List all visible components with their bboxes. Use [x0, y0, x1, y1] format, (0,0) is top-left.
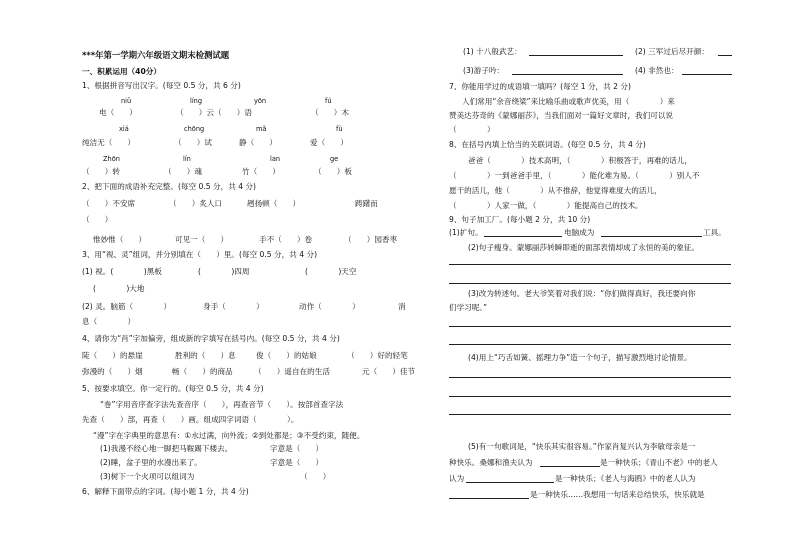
r2b: (4) 非然也：	[635, 66, 679, 75]
q7-line: 人们常用“余音绕梁”来比喻乐曲或歌声优美，用（ ）来	[462, 97, 675, 106]
q8-stem: 8、在括号内填上恰当的关联词语。(每空 0.5 分，共 4 分)	[449, 140, 646, 149]
q7-stem: 7、你能用学过的成语填一填吗？(每空 1 分，共 2 分)	[449, 82, 631, 91]
answer-line[interactable]	[682, 74, 732, 75]
q4-blank[interactable]: 俊（ ）的姑娘	[256, 351, 317, 360]
pinyin: fù	[336, 125, 343, 133]
q3-blank[interactable]: 消	[398, 302, 406, 311]
r1b: (2) 三军过后尽开颜：	[635, 47, 709, 56]
q2-blank[interactable]: （ ）	[82, 215, 113, 224]
answer-line[interactable]	[449, 264, 731, 265]
answer-line[interactable]	[449, 396, 731, 397]
q9-4: (4)用上“巧舌如簧、摇理力争”造一个句子，描写激烈地讨论情景。	[468, 353, 692, 362]
q1-blank[interactable]: 静（ ）	[239, 138, 277, 147]
q2-blank[interactable]: （ ）不安席	[82, 199, 136, 208]
q6-stem: 6、解释下面带点的字词。(每小题 1 分，共 4 分)	[82, 487, 249, 496]
q7-line: 赞美达芬奇的《蒙娜丽莎》，当我们面对一篇好文章时，我们可以说	[449, 111, 674, 120]
q4-stem: 4、请你为“肖”字加偏旁，组成新的字填写在括号内。(每空 0.5 分，共 4 分)	[82, 334, 340, 343]
q9-5d: 认为	[449, 474, 465, 483]
q1-blank[interactable]: 纯洁无（ ）	[82, 138, 136, 147]
answer-line[interactable]	[466, 482, 554, 483]
q1-blank[interactable]: （ ）云（ ）语	[176, 108, 252, 117]
q9-1-end: 工具。	[703, 228, 726, 237]
q2-blank[interactable]: 惟妙惟（ ）	[93, 235, 147, 244]
q8-line: （ ）人家一做，（ ）能提高自己的技术。	[449, 201, 643, 210]
q2-blank[interactable]: 可见一（ ）	[175, 235, 229, 244]
q9-5c: 是一种快乐；《青山不老》中的老人	[600, 458, 718, 467]
q5-line: “巻”字用音序查字法先查音序（ ），再查音节（ ）。按部首查字法	[100, 400, 344, 409]
q9-5e: 是一种快乐；《老人与海鸥》中的老人认为	[555, 474, 696, 483]
q4-blank[interactable]: （ ）遥自在的生活	[254, 367, 330, 376]
q4-blank[interactable]: 元（ ）佳节	[362, 367, 416, 376]
q5-blank[interactable]: （ ）	[300, 472, 331, 481]
answer-line[interactable]	[449, 344, 731, 345]
q3-blank[interactable]: 息（ ）	[82, 317, 136, 326]
answer-line[interactable]	[718, 55, 732, 56]
pinyin: Zhōn	[103, 155, 120, 163]
q5-sentence: (3)树下一个火项可以组词为	[100, 472, 195, 481]
q3-blank[interactable]: ( )大地	[93, 284, 145, 293]
q2-blank[interactable]: 趔扬顿（ ）	[247, 199, 301, 208]
answer-line[interactable]	[449, 283, 731, 284]
q5-line: “漫”字在字典里的意思有：①水过满，向外流；②到处都是；③不受约束，随便。	[93, 431, 365, 440]
q5-sentence: (1)我漫不经心地一脚把马鞍踢下楼去。	[100, 444, 233, 453]
q2-blank[interactable]: 手不（ ）卷	[259, 235, 313, 244]
q2-blank[interactable]: 踌躇而	[355, 199, 378, 208]
q9-1-label: (1)扩句。	[449, 228, 483, 237]
answer-line[interactable]	[449, 498, 529, 499]
answer-line[interactable]	[449, 414, 731, 415]
answer-line[interactable]	[540, 466, 600, 467]
section-heading: 一、积累运用（40分）	[82, 67, 161, 76]
pinyin: yōn	[254, 97, 267, 105]
q9-1-text: 电脑成为	[564, 228, 595, 237]
page-title: ***年第一学期六年级语文期末检测试题	[82, 50, 230, 60]
q9-2: (2)句子瘦身。蒙娜丽莎转瞬即逝的面部表情却成了永恒的美的象征。	[468, 243, 699, 252]
q4-blank[interactable]: 胜利的（ ）息	[175, 351, 236, 360]
q8-line: （ ）一到爸爸手里，（ ）能化难为易。（ ）别人不	[449, 171, 700, 180]
q9-stem: 9、句子加工厂。(每小题 2 分，共 10 分)	[449, 215, 591, 224]
answer-line[interactable]	[529, 55, 623, 56]
q3-blank[interactable]: ( )四周	[198, 267, 250, 276]
q1-blank[interactable]: （ ）木	[311, 108, 349, 117]
q1-blank[interactable]: 爱（ ）	[310, 138, 348, 147]
pinyin: fú	[325, 97, 332, 105]
q9-5: (5)有一句歌词是，“快乐其实很容易。”作家肖复兴认为李敏母亲是一	[468, 442, 696, 451]
q9-5b: 种快乐。桑娜和渔夫认为	[449, 458, 533, 467]
q1-blank[interactable]: 竹（ ）	[242, 167, 280, 176]
answer-line[interactable]	[601, 236, 702, 237]
q5-sentence: (2)睡，盆子里的水漫出来了。	[100, 458, 202, 467]
q4-blank[interactable]: 弥漫的（ ）烟	[82, 367, 143, 376]
q1-blank[interactable]: 电（ ）	[99, 108, 137, 117]
q5-line: 先查（ ）部，再查（ ）画。组成四字词语（ ）。	[82, 415, 299, 424]
q8-line: 爸爸（ ）技术高明，（ ）积极答于，再难的话儿，	[468, 156, 693, 165]
pinyin: mǎ	[256, 125, 267, 133]
q1-blank[interactable]: （ ）试	[174, 138, 212, 147]
r2a: (3)游子吟：	[463, 66, 505, 75]
pinyin: líng	[190, 97, 203, 105]
q3-stem: 3、用“视、灵”组词，并分别填在（ ）里。(每空 0.5 分，共 4 分)	[82, 250, 318, 259]
q8-line: 愿干的活儿，他（ ）从不推辞，他觉得难度大的活儿，	[449, 186, 662, 195]
answer-line[interactable]	[512, 74, 623, 75]
pinyin: ge	[330, 155, 339, 163]
pinyin: lan	[270, 155, 281, 163]
answer-line[interactable]	[449, 377, 731, 378]
q9-3: (3)改为转述句。老大爷笑着对我们说：“你们做得真好，我还要向你	[468, 289, 696, 298]
pinyin: xiá	[119, 125, 129, 133]
q3-blank[interactable]: (1) 视。( )黑板	[82, 267, 162, 276]
q2-blank[interactable]: （ ）炙人口	[169, 199, 223, 208]
pinyin: lín	[183, 155, 191, 163]
q4-blank[interactable]: 畅（ ）的商品	[172, 367, 233, 376]
pinyin: niǔ	[121, 97, 132, 105]
q3-blank[interactable]: (2) 灵。脑筋（ ）	[82, 302, 172, 311]
r1a: (1) 十八般武艺：	[463, 47, 522, 56]
q5-blank[interactable]: 字意是（ ）	[270, 458, 324, 467]
q4-blank[interactable]: 陡（ ）的悬崖	[82, 351, 143, 360]
q3-blank[interactable]: ( )天空	[305, 267, 357, 276]
q2-blank[interactable]: （ ）园香枣	[344, 235, 398, 244]
pinyin: chōng	[184, 125, 205, 133]
q1-blank[interactable]: （ ）板	[314, 167, 352, 176]
answer-line[interactable]	[449, 326, 731, 327]
q1-blank[interactable]: （ ）转	[82, 167, 120, 176]
q3-blank[interactable]: 动作（ ）	[299, 302, 360, 311]
q2-stem: 2、把下面的成语补充完整。(每空 0.5 分，共 4 分)	[82, 182, 257, 191]
q5-stem: 5、按要求填空。你一定行的。(每空 0.5 分，共 4 分)	[82, 384, 264, 393]
q5-blank[interactable]: 字意是（ ）	[270, 444, 324, 453]
q4-blank[interactable]: （ ）好的轻笔	[347, 351, 408, 360]
answer-line[interactable]	[484, 236, 562, 237]
q1-stem: 1、根据拼音写出汉字。(每空 0.5 分，共 6 分)	[82, 81, 241, 90]
q3-blank[interactable]: 身手（ ）	[203, 302, 264, 311]
q1-blank[interactable]: （ ）魂	[164, 167, 202, 176]
q9-3b: 们学习呢。”	[449, 303, 488, 312]
q7-blank[interactable]: （ ）	[449, 125, 495, 134]
q9-5f: 是一种快乐……我想用一句话来总结快乐，快乐就是	[530, 490, 705, 499]
